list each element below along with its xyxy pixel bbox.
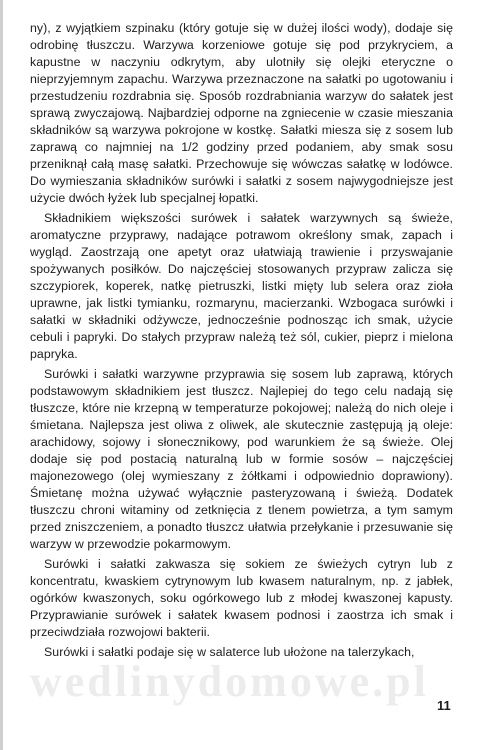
paragraph-fats-and-sauces: Surówki i sałatki warzywne przyprawia się sosem lub zaprawą, których podstawowym składnikiem jest tłuszcz. Najlepiej do tego celu nadają się tłuszcze, które nie krzepną w temperaturze pokojowej; należą do nich oleje i śmietana. Najlepsza jest oliwa z oliwek, ale skutecznie zastępują ją oleje: arachidowy, sojowy i słonecznikowy, pod warunkiem że są świeże. Olej dodaje się pod postacią naturalną lub w formie sosów – najczęściej majonezowego (olej wymieszany z żółtkami i odpowiednio doprawiony). Śmietanę można używać wyłącznie pasteryzowaną i świeżą. Dodatek tłuszczu chroni witaminy od zetknięcia z tlenem powietrza, a tym samym przed zniszczeniem, a ponadto tłuszcz ułatwia przełykanie i przesuwanie się warzyw w przewodzie pokarmowym. [30,367,453,551]
watermark: wedlinydomowe.pl [30,657,429,706]
page-edge-shadow [0,0,3,750]
paragraph-spices: Składnikiem większości surówek i sałatek warzywnych są świeże, aromatyczne przyprawy, nadające potrawom określony smak, zapach i wygląd. Zaostrzają one apetyt oraz ułatwiają trawienie i przyswajanie spożywanych posiłków. Do najczęściej stosowanych przypraw zalicza się szczypiorek, koperek, natkę pietruszki, listki mięty lub selera oraz zioła uprawne, jak listki tymianku, rozmarynu, macierzanki. Wzbogaca surówki i sałatki w składniki odżywcze, jednocześnie podnosząc ich smak, użycie cebuli i papryki. Do stałych przypraw należą też sól, cukier, pieprz i mielona papryka. [30,211,453,361]
paragraph-serving: Surówki i sałatki podaje się w salaterce lub ułożone na talerzykach, [44,645,415,659]
page-number: 11 [437,698,451,713]
page-body [30,20,453,661]
paragraph-acidifying: Surówki i sałatki zakwasza się sokiem ze świeżych cytryn lub z koncentratu, kwaskiem cytrynowym lub kwasem naturalnym, np. z jabłek, ogórków kwaszonych, soku ogórkowego lub z młodej kwaszonej kapusty. Przyprawianie surówek i sałatek kwasem podnosi i zaostrza ich smak i przeciwdziała rozwojowi bakterii. [30,557,453,639]
paragraph-vegetable-preparation: ny), z wyjątkiem szpinaku (który gotuje się w dużej ilości wody), dodaje się odrobinę tłuszczu. Warzywa korzeniowe gotuje się pod przykryciem, a kapustne w naczyniu odkrytym, aby ulotniły się olejki eteryczne o nieprzyjemnym zapachu. Warzywa przeznaczone na sałatki po ugotowaniu i przestudzeniu rozdrabnia się. Sposób rozdrabniania warzyw do sałatek jest sprawą zwyczajową. Najbardziej odporne na zgniecenie w czasie mieszania składników są warzywa pokrojone w kostkę. Sałatki miesza się z sosem lub zaprawą co najmniej na 1/2 godziny przed podaniem, aby smak sosu przeniknął całą masę sałatki. Przechowuje się wówczas sałatkę w lodówce. Do wymieszania składników surówki i sałatki z sosem najwygodniejsze jest użycie dwóch łyżek lub specjalnej łopatki. [30,21,453,205]
